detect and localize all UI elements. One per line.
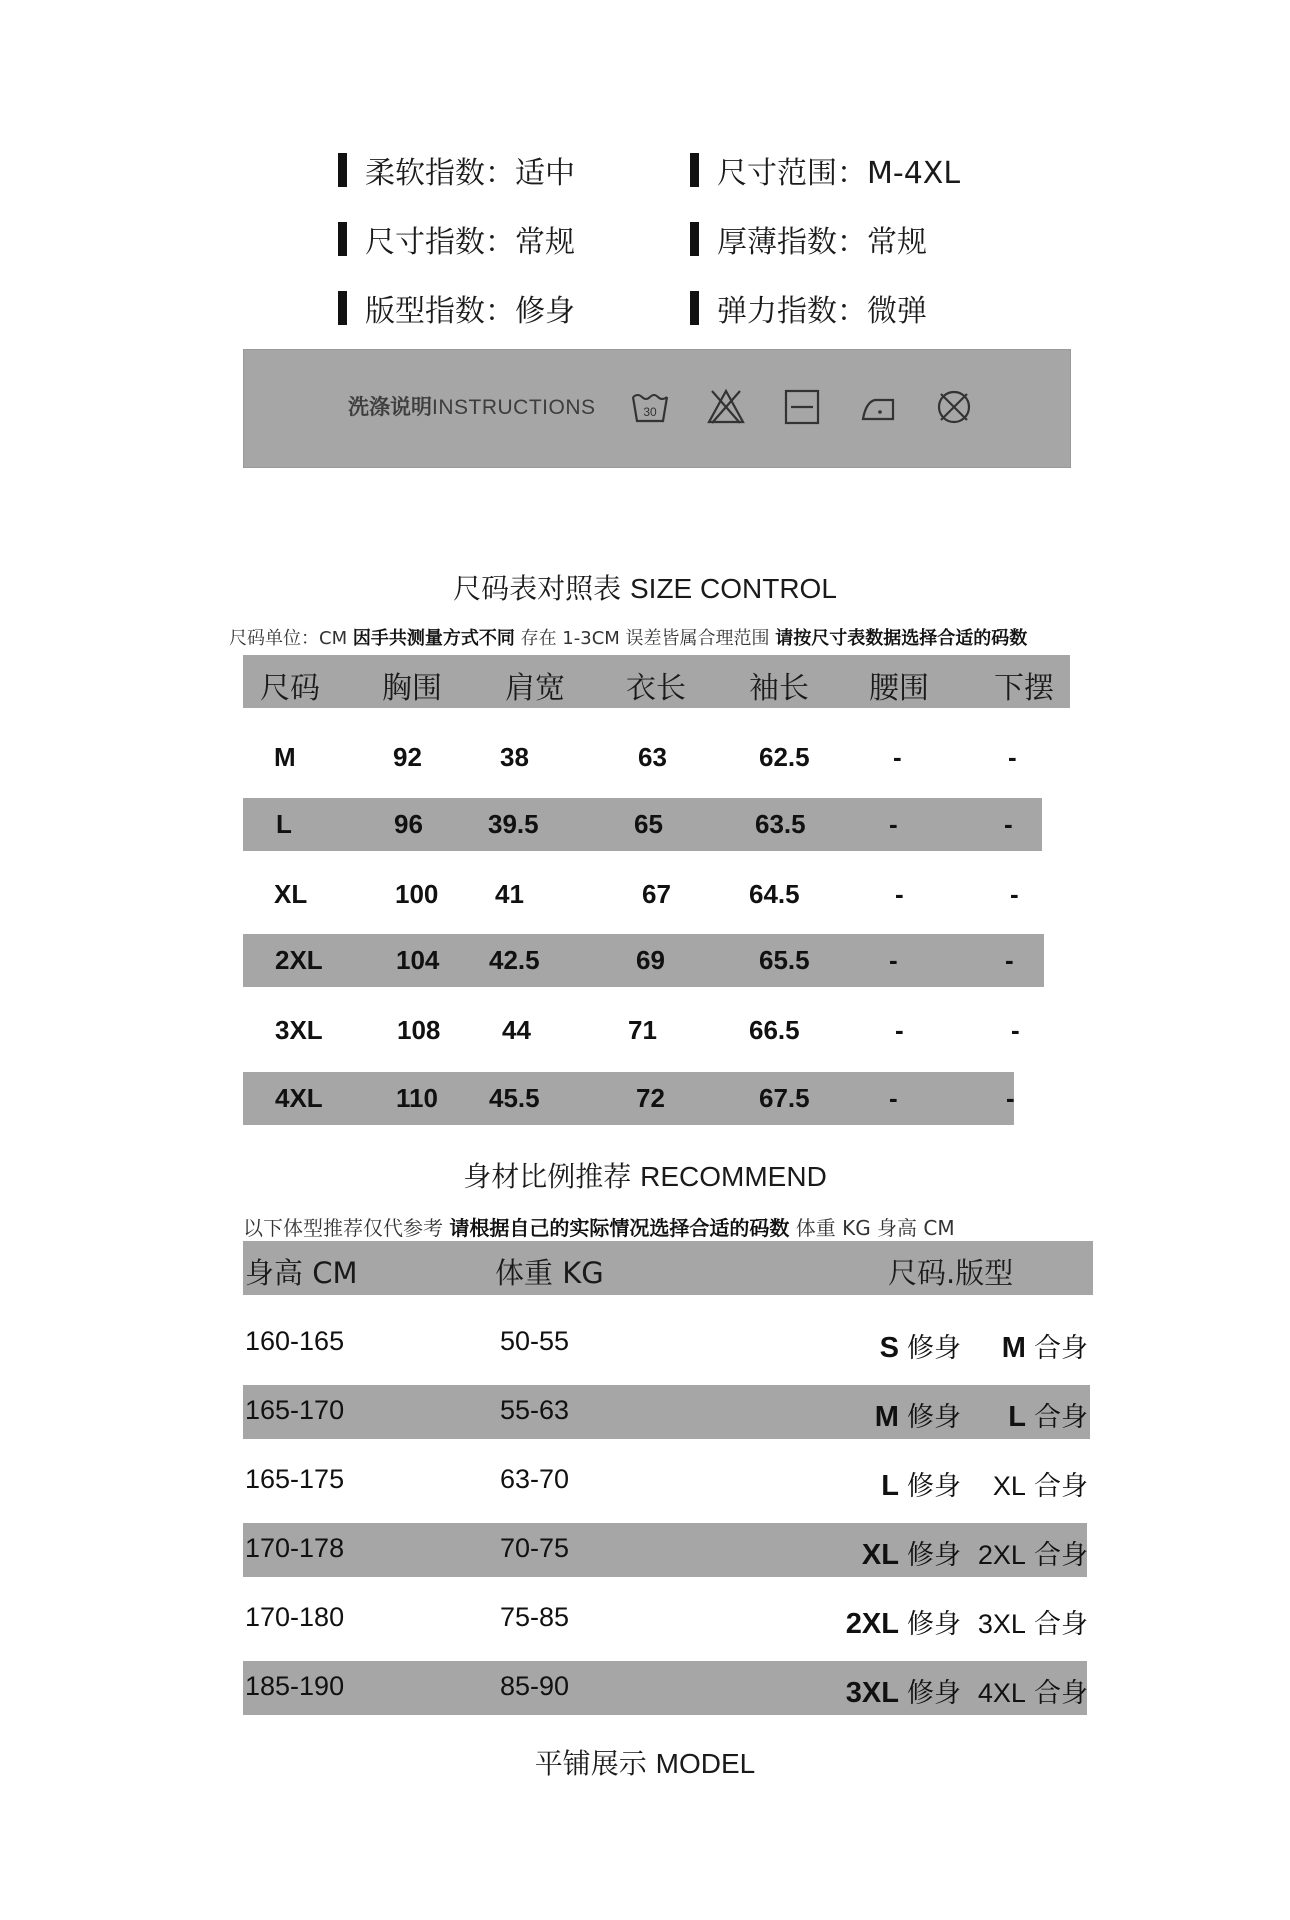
note-advice: 请根据自己的实际情况选择合适的码数 <box>449 1216 790 1240</box>
bullet-bar <box>338 222 347 256</box>
slim-label: 修身 <box>907 1609 961 1639</box>
attribute-elasticity <box>690 288 927 328</box>
cell-hem: - <box>1008 742 1017 772</box>
recommend-row <box>243 1661 1087 1715</box>
cell-sleeve: 62.5 <box>759 742 810 772</box>
cell-length: 72 <box>636 1083 665 1113</box>
cell-chest: 104 <box>396 945 440 975</box>
cell-fit-regular <box>978 1395 1088 1434</box>
wash-temp-text: 30 <box>643 405 657 419</box>
size-row-xl <box>243 868 1070 921</box>
cell-fit-regular <box>978 1464 1088 1503</box>
regular-size: 4XL <box>977 1678 1026 1708</box>
recommend-row <box>243 1454 1090 1508</box>
size-row-4xl <box>243 1072 1014 1125</box>
recommend-table-header <box>243 1241 1093 1295</box>
attribute-label: 弹力指数：微弹 <box>717 294 927 329</box>
recommend-title-en: RECOMMEND <box>640 1161 827 1192</box>
attribute-label: 版型指数：修身 <box>365 294 575 329</box>
attribute-size-range <box>690 150 960 190</box>
cell-weight: 70-75 <box>500 1533 570 1563</box>
size-row-m <box>243 731 1070 784</box>
wash-30-icon <box>630 387 670 427</box>
cell-fit-slim <box>831 1602 961 1641</box>
slim-size: XL <box>861 1539 899 1571</box>
cell-waist: - <box>889 809 898 839</box>
cell-hem: - <box>1005 945 1014 975</box>
cell-sleeve: 64.5 <box>749 879 800 909</box>
cell-shoulder: 39.5 <box>488 809 539 839</box>
cell-length: 67 <box>642 879 671 909</box>
cell-length: 63 <box>638 742 667 772</box>
bullet-bar <box>690 291 699 325</box>
no-bleach-icon <box>706 387 746 427</box>
bullet-bar <box>690 222 699 256</box>
cell-waist: - <box>893 742 902 772</box>
cell-size: M <box>274 742 296 772</box>
regular-size: XL <box>992 1471 1026 1501</box>
size-table-header <box>243 655 1070 708</box>
cell-sleeve: 67.5 <box>759 1083 810 1113</box>
cell-fit-regular <box>963 1602 1088 1641</box>
regular-size: 3XL <box>977 1609 1026 1639</box>
attribute-size-index <box>338 219 575 259</box>
cell-sleeve: 63.5 <box>755 809 806 839</box>
note-reference: 以下体型推荐仅代参考 <box>243 1216 443 1240</box>
cell-fit-slim <box>831 1464 961 1503</box>
size-row-2xl <box>243 934 1044 987</box>
cell-waist: - <box>889 1083 898 1113</box>
no-dry-clean-icon <box>934 387 974 427</box>
header-hem: 下摆 <box>994 671 1054 706</box>
regular-label: 合身 <box>1034 1540 1088 1570</box>
cell-length: 69 <box>636 945 665 975</box>
size-title-zh: 尺码表对照表 <box>453 572 622 605</box>
regular-label: 合身 <box>1034 1471 1088 1501</box>
regular-label: 合身 <box>1034 1678 1088 1708</box>
cell-weight: 75-85 <box>500 1602 570 1632</box>
header-chest: 胸围 <box>382 671 442 706</box>
cell-size: XL <box>274 879 308 909</box>
note-measure: 因手共测量方式不同 <box>352 628 515 649</box>
slim-size: 3XL <box>845 1677 899 1709</box>
regular-label: 合身 <box>1034 1609 1088 1639</box>
header-waist: 腰围 <box>869 671 929 706</box>
cell-fit-slim <box>831 1395 961 1434</box>
header-sleeve: 袖长 <box>749 671 809 706</box>
recommend-row <box>243 1592 1090 1646</box>
cell-shoulder: 44 <box>502 1015 531 1045</box>
model-title <box>0 1742 1290 1782</box>
cell-sleeve: 65.5 <box>759 945 810 975</box>
bullet-bar <box>338 153 347 187</box>
size-title-en: SIZE CONTROL <box>630 573 837 604</box>
note-advice: 请按尺寸表数据选择合适的码数 <box>775 628 1028 649</box>
note-units: 体重 KG 身高 CM <box>795 1216 955 1240</box>
cell-size: L <box>276 809 292 839</box>
cell-weight: 50-55 <box>500 1326 570 1356</box>
bullet-bar <box>338 291 347 325</box>
cell-fit-regular <box>978 1326 1088 1365</box>
cell-chest: 92 <box>393 742 422 772</box>
header-fit: 尺码.版型 <box>888 1256 1014 1290</box>
bullet-bar <box>690 153 699 187</box>
attribute-label: 柔软指数：适中 <box>365 156 575 191</box>
cell-height: 160-165 <box>245 1326 345 1356</box>
attribute-label: 尺寸指数：常规 <box>365 225 575 260</box>
cell-weight: 55-63 <box>500 1395 570 1425</box>
slim-label: 修身 <box>907 1540 961 1570</box>
size-row-l <box>243 798 1042 851</box>
regular-label: 合身 <box>1034 1333 1088 1363</box>
care-label-zh: 洗涤说明 <box>348 395 432 419</box>
cell-length: 71 <box>628 1015 657 1045</box>
cell-size: 3XL <box>275 1015 323 1045</box>
recommend-row <box>243 1523 1087 1577</box>
regular-size: 2XL <box>977 1540 1026 1570</box>
header-height: 身高 CM <box>245 1256 358 1290</box>
cell-size: 4XL <box>275 1083 323 1113</box>
attribute-thickness <box>690 219 927 259</box>
cell-weight: 63-70 <box>500 1464 570 1494</box>
cell-height: 185-190 <box>245 1671 345 1701</box>
note-unit: 尺码单位：CM <box>229 628 348 649</box>
cell-size: 2XL <box>275 945 323 975</box>
attribute-label: 尺寸范围：M-4XL <box>717 156 961 191</box>
slim-size: M <box>874 1401 899 1433</box>
cell-chest: 110 <box>396 1083 438 1113</box>
slim-size: L <box>881 1470 899 1502</box>
cell-shoulder: 41 <box>495 879 524 909</box>
recommend-title <box>0 1155 1290 1195</box>
model-title-zh: 平铺展示 <box>534 1747 647 1780</box>
cell-waist: - <box>895 1015 904 1045</box>
cell-fit-slim <box>831 1533 961 1572</box>
care-instructions-band <box>243 349 1071 468</box>
cell-hem: - <box>1006 1083 1015 1113</box>
cell-chest: 100 <box>395 879 439 909</box>
model-title-en: MODEL <box>655 1748 756 1779</box>
cell-chest: 96 <box>394 809 423 839</box>
cell-height: 165-170 <box>245 1395 345 1425</box>
cell-sleeve: 66.5 <box>749 1015 800 1045</box>
slim-label: 修身 <box>907 1471 961 1501</box>
cell-hem: - <box>1011 1015 1020 1045</box>
slim-label: 修身 <box>907 1402 961 1432</box>
cell-height: 165-175 <box>245 1464 345 1494</box>
header-shoulder: 肩宽 <box>505 671 565 706</box>
cell-shoulder: 42.5 <box>489 945 540 975</box>
recommend-row <box>243 1385 1090 1439</box>
cell-weight: 85-90 <box>500 1671 570 1701</box>
size-row-3xl <box>243 1004 1070 1057</box>
cell-chest: 108 <box>397 1015 441 1045</box>
slim-label: 修身 <box>907 1678 961 1708</box>
cell-height: 170-180 <box>245 1602 345 1632</box>
care-label-en: INSTRUCTIONS <box>432 396 596 419</box>
cell-shoulder: 45.5 <box>489 1083 540 1113</box>
cell-hem: - <box>1004 809 1013 839</box>
attribute-fit <box>338 288 575 328</box>
dry-flat-icon <box>782 387 822 427</box>
cell-fit-slim <box>831 1671 961 1710</box>
slim-size: 2XL <box>845 1608 899 1640</box>
cell-waist: - <box>895 879 904 909</box>
slim-label: 修身 <box>907 1333 961 1363</box>
cell-fit-regular <box>963 1671 1088 1710</box>
size-chart-note <box>229 624 1027 650</box>
attribute-label: 厚薄指数：常规 <box>717 225 927 260</box>
slim-size: S <box>879 1332 899 1364</box>
regular-size: M <box>1001 1332 1026 1364</box>
recommend-title-zh: 身材比例推荐 <box>463 1160 632 1193</box>
iron-low-icon <box>858 387 898 427</box>
cell-waist: - <box>889 945 898 975</box>
regular-label: 合身 <box>1034 1402 1088 1432</box>
cell-hem: - <box>1010 879 1019 909</box>
cell-fit-regular <box>963 1533 1088 1572</box>
cell-height: 170-178 <box>245 1533 345 1563</box>
recommend-note <box>243 1212 955 1241</box>
regular-size: L <box>1008 1401 1026 1433</box>
note-tolerance: 存在 1-3CM 误差皆属合理范围 <box>520 628 770 649</box>
cell-shoulder: 38 <box>500 742 529 772</box>
recommend-row <box>243 1316 1090 1370</box>
header-size: 尺码 <box>260 671 320 706</box>
header-weight: 体重 KG <box>495 1256 604 1290</box>
care-instructions-label <box>348 391 596 421</box>
attribute-softness <box>338 150 575 190</box>
cell-fit-slim <box>831 1326 961 1365</box>
cell-length: 65 <box>634 809 663 839</box>
header-length: 衣长 <box>626 671 686 706</box>
size-chart-title <box>0 567 1290 607</box>
